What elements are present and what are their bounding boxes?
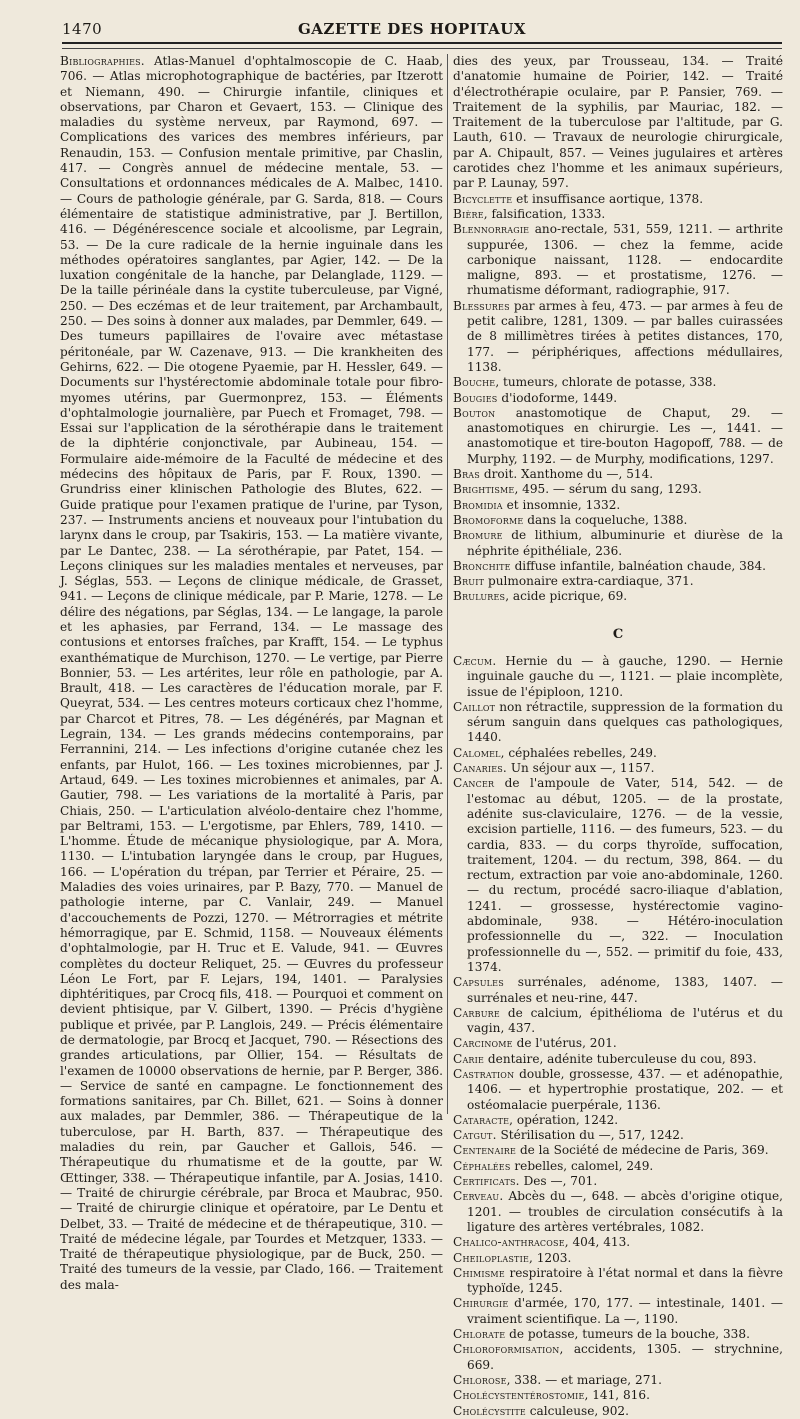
entry-text: Atlas-Manuel d'ophtalmoscopie de C. Haab, 706. — Atlas microphotographique de bactéries, par Itzerott et Niemann, 490. — Chirurgie infantile, cliniques et observations, par Charon et Gevaert, 153. — Clinique des maladies du système nerveux, par Raymond, 697. — Complications des varices des membres inférieurs, par Renaudin, 153. — Confusion mentale primitive, par Chaslin, 417. — Congrès annuel de médecine mentale, 53. — Consultations et ordonnances médicales de A. Malbec, 1410. — Cours de pathologie générale, par G. Sarda, 818. — Cours élémentaire de statistique administrative, par J. Bertillon, 416. — Dégénérescence sociale et alcoolisme, par Legrain, 53. — De la cure radicale de la hernie inguinale dans les méthodes opératoires sanglantes, par Agier, 142. — De la luxation congénitale de la hanche, par Delanglade, 1129. — De la taille périnéale dans la cystite tuberculeuse, par Vigné, 250. — Des eczémas et de leur traitement, par Archambault, 250. — Des soins à donner aux malades, par Demmler, 649. — Des tumeurs papillaires de l'ovaire avec métastase péritonéale, par W. Cazenave, 913. — Die krankheiten des Gehirns, 622. — Die otogene Pyaemie, par H. Hessler, 649. — Documents sur l'hystérectomie abdominale totale pour fibro-myomes utérins, par Guermonprez, 153. — Éléments d'ophtalmologie journalière, par Puech et Fromaget, 798. — Essai sur l'application de la sérothérapie dans le traitement de la diphtérie conjonctivale, par Aubineau, 154. — Formulaire aide-mémoire de la Faculté de médecine et des médecins des hôpitaux de Paris, par F. Roux, 1390. — Grundriss einer klinischen Pathologie des Blutes, 622. — Guide pratique pour l'examen pratique de l'urine, par Tyson, 237. — Instruments anciens et nouveaux pour l'intubation du larynx dans le croup, par Tsakiris, 153. — La matière vivante, par Le Dantec, 238. — La sérothérapie, par Patet, 154. — Leçons cliniques sur les maladies mentales et nerveuses, par J. Séglas, 553. — Leçons de clinique médicale, de Grasset, 941. — Leçons de clinique médicale, par P. Marie, 1278. — Le délire des négations, par Séglas, 134. — Le langage, la parole et les aphasies, par Ferrand, 134. — Le massage des contusions et entorses fraîches, par Krafft, 154. — Le typhus exanthématique de Murchison, 1270. — Le vertige, par Pierre Bonnier, 53. — Les artérites, leur rôle en pathologie, par A. Brault, 418. — Les caractères de l'éducation morale, par F. Queyrat, 534. — Les centres moteurs corticaux chez l'homme, par Charcot et Pitres, 78. — Les dégénérés, par Magnan et Legrain, 134. — Les grands médecins contemporains, par Ferrannini, 214. — Les infections d'origine cutanée chez les enfants, par Hulot, 166. — Les toxines microbiennes, par J. Artaud, 649. — Les toxines microbiennes et animales, par A. Gautier, 798. — Les variations de la mortalité à Paris, par Chiais, 250. — L'articulation alvéolo-dentaire chez l'homme, par Beltrami, 153. — L'ergotisme, par Ehlers, 789, 1410. — L'homme. Étude de mécanique physiologique, par A. Mora, 1130. — L'intubation laryngée dans le croup, par Hugues, 166. — L'opération du trépan, par Terrier et Péraire, 25. — Maladies des voies urinaires, par P. Bazy, 770. — Manuel de pathologie interne, par C. Vanlair, 249. — Manuel d'accouchements de Pozzi, 1270. — Métrorragies et métrite hémorragique, par E. Schmid, 1158. — Nouveaux éléments d'ophtalmologie, par H. Truc et E. Valude, 941. — Œuvres complètes du docteur Reliquet, 25. — Œuvres du professeur Léon Le Fort, par F. Lejars, 194, 1401. — Paralysies diphtéritiques, par Crocq fils, 418. — Pourquoi et comment on devient phtisique, par V. Gilbert, 1390. — Précis d'hygiène publique et privée, par P. Langlois, 249. — Précis élémentaire de dermatologie, par Brocq et Jacquet, 790. — Résections des grandes articulations, par Ollier, 154. — Résultats de l'examen de 10000 observations de hernie, par P. Berger, 386. — Service de santé en campagne. Le fonctionnement des formations sanitaires, par Ch. Billet, 621. — Soins à donner aux malades, par Demmler, 386. — Thérapeutique de la tuberculose, par H. Barth, 837. — Thérapeutique des maladies du rein, par Gaucher et Gallois, 546. — Thérapeutique du rhumatisme et de la goutte, par W. Œttinger, 338. — Thérapeutique infantile, par A. Josias, 1410. — Traité de chirurgie cérébrale, par Broca et Maubrac, 950. — Traité de chirurgie clinique et opératoire, par Le Dentu et Delbet, 33. — Traité de médecine et de thérapeutique, 310. — Traité de médecine légale, par Tourdes et Metzquer, 1333. — Traité de thérapeutique physiologique, par de Buck, 250. — Traité des tumeurs de la vessie, par Clado, 166. — Traitement des mala- — [60, 54, 443, 1292]
entry-text: de l'utérus, 201. — [516, 1036, 617, 1051]
entry-text: , 1203. — [529, 1250, 572, 1265]
entry-head: Chirurgie — [453, 1296, 509, 1311]
entry-text: de potasse, tumeurs de la bouche, 338. — [509, 1327, 750, 1342]
index-entry — [453, 1235, 783, 1250]
index-entry — [453, 559, 783, 574]
page-number: 1470 — [62, 20, 103, 38]
index-entry — [453, 1342, 783, 1373]
index-entry — [453, 1006, 783, 1037]
entry-head: Bromure — [453, 528, 503, 543]
entry-head: Caillot — [453, 699, 496, 714]
entry-text: , 404, 413. — [564, 1235, 631, 1250]
bibliographies-entry — [60, 54, 443, 1293]
entry-text: de la Société de médecine de Paris, 369. — [519, 1143, 769, 1158]
index-entry — [453, 776, 783, 975]
index-entry — [453, 498, 783, 513]
entry-text: calculeuse, 902. — [529, 1403, 629, 1418]
index-entry — [453, 528, 783, 559]
entry-head: Brulures — [453, 589, 506, 604]
entry-head: Bromoforme — [453, 512, 524, 527]
entry-text: et insomnie, 1332. — [506, 497, 621, 512]
entry-head: Chlorate — [453, 1327, 506, 1342]
entry-text: dentaire, adénite tuberculeuse du cou, 893. — [487, 1051, 757, 1066]
entry-head: Carie — [453, 1051, 485, 1066]
entry-text: pulmonaire extra-cardiaque, 371. — [488, 574, 694, 589]
entry-head: Blessures — [453, 298, 510, 313]
entry-text: Stérilisation du —, 517, 1242. — [500, 1128, 684, 1143]
entry-text: de l'ampoule de Vater, 514, 542. — de l'estomac au début, 1205. — de la prostate, adénite sus-claviculaire, 1276. — de la vessie, excision partielle, 1116. — des fumeurs, 523. — du cardia, 833. — du corps thyroïde, suffocation, traitement, 1204. — du rectum, 398, 864. — du rectum, extraction par voie ano-abdominale, 1260. — du rectum, procédé sacro-iliaque d'ablation, 1241. — grossesse, hystérectomie vagino-abdominale, 938. — Hétéro-inoculation professionnelle du —, 322. — Inoculation professionnelle du —, 552. — primitif du foie, 433, 1374. — [467, 776, 783, 974]
entry-head: Carbure — [453, 1005, 500, 1020]
entry-head: Calomel — [453, 745, 501, 760]
index-entry — [453, 406, 783, 467]
entry-head: Catgut. — [453, 1128, 497, 1143]
entry-text: , 141, 816. — [584, 1388, 650, 1403]
section-letter: C — [612, 626, 624, 642]
entry-text: droit. Xanthome du —, 514. — [483, 467, 654, 482]
entry-head: Cancer — [453, 776, 495, 791]
entry-head: Carcinome — [453, 1036, 513, 1051]
index-entry — [453, 746, 783, 761]
header-rule-thin — [62, 48, 782, 49]
entry-text: et insuffisance aortique, 1378. — [516, 191, 704, 206]
entries-b-list — [453, 192, 783, 605]
index-entry — [453, 1159, 783, 1174]
index-entry — [453, 513, 783, 528]
entry-head: Brightisme — [453, 482, 515, 497]
page-header — [62, 18, 762, 40]
entry-text: Abcès du —, 648. — abcès d'origine otique, 1201. — troubles de circulation consécutifs à la ligature des artères vertébrales, 1082. — [467, 1189, 783, 1234]
entry-head: Bicyclette — [453, 191, 513, 206]
entry-head: Cataracte — [453, 1112, 510, 1127]
entry-text: Hernie du — à gauche, 1290. — Hernie inguinale gauche du —, 1121. — plaie incomplète, issue de l'épiploon, 1210. — [467, 653, 783, 699]
entry-head: Bromidia — [453, 497, 503, 512]
index-entry — [453, 207, 783, 222]
index-entry — [453, 1251, 783, 1266]
continuation-text: dies des yeux, par Trousseau, 134. — Traité d'anatomie humaine de Poirier, 142. — Traité d'électrothérapie oculaire, par P. Pansier, 769. — Traitement de la syphilis, par Mauriac, 182. — Traitement de la tuberculose par l'altitude, par G. Lauth, 610. — Travaux de neurologie chirurgicale, par A. Chipault, 857. — Veines jugulaires et artères carotides chez l'homme et les animaux supérieurs, par P. Launay, 597. — [453, 54, 783, 191]
entry-head: Bras — [453, 467, 480, 482]
entry-text: , 338. — et mariage, 271. — [506, 1372, 662, 1387]
entry-text: , tumeurs, chlorate de potasse, 338. — [495, 375, 717, 390]
index-entry — [453, 1113, 783, 1128]
entry-head: Chalico-anthracose — [453, 1235, 565, 1250]
index-entry — [453, 1404, 783, 1419]
entry-text: par armes à feu, 473. — par armes à feu de petit calibre, 1281, 1309. — par balles cuirassées de 8 millimètres tirées à petites distances, 170, 177. — périphériques, affections médullaires, 1138. — [467, 298, 783, 374]
index-entry — [453, 1128, 783, 1143]
entry-text: d'iodoforme, 1449. — [501, 390, 618, 405]
index-entry — [453, 1174, 783, 1189]
entry-head: Céphalées — [453, 1158, 511, 1173]
entry-text: dans la coqueluche, 1388. — [527, 512, 688, 527]
entry-head: Cheiloplastie — [453, 1250, 529, 1265]
entry-text: double, grossesse, 437. — et adénopathie, 1406. — et hypertrophie prostatique, 202. — et ostéomalacie puerpérale, 1136. — [467, 1067, 783, 1112]
entry-head: Bruit — [453, 574, 485, 589]
column-divider — [447, 54, 448, 1114]
index-entry — [453, 1052, 783, 1067]
index-entry — [453, 375, 783, 390]
entry-head: Chimisme — [453, 1265, 505, 1280]
entry-head: Bouche — [453, 375, 496, 390]
entry-text: surrénales, adénome, 1383, 1407. — surrénales et neu-rine, 447. — [467, 975, 783, 1005]
entry-head: Cholécystite — [453, 1403, 526, 1418]
entry-text: rebelles, calomel, 249. — [514, 1158, 654, 1173]
entry-text: , accidents, 1305. — strychnine, 669. — [467, 1342, 783, 1372]
entry-text: anastomotique de Chaput, 29. — anastomotiques en chirurgie. Les —, 1441. — anastomotique et tire-bouton Hagopoff, 788. — de Murphy, 1192. — de Murphy, modifications, 1297. — [467, 405, 783, 466]
index-entry — [453, 700, 783, 746]
entry-head: Cæcum. — [453, 653, 497, 668]
entry-head: Chloroformisation — [453, 1342, 560, 1357]
entry-head: Castration — [453, 1067, 515, 1081]
index-entry — [453, 391, 783, 406]
index-entry — [453, 761, 783, 776]
entry-head: Blennorragie — [453, 222, 530, 237]
index-entry — [453, 654, 783, 700]
index-entry — [453, 1327, 783, 1342]
entry-head: Chlorose — [453, 1372, 507, 1387]
entry-text: de calcium, épithélioma de l'utérus et du vagin, 437. — [467, 1005, 783, 1036]
entry-head: Bière — [453, 206, 484, 221]
entry-text: , céphalées rebelles, 249. — [500, 745, 657, 760]
entry-text: non rétractile, suppression de la formation du sérum sanguin dans quelques cas pathologiques, 1440. — [467, 699, 783, 745]
index-entry — [453, 574, 783, 589]
entry-head: Canaries. — [453, 761, 507, 776]
index-entry — [453, 192, 783, 207]
entry-text: d'armée, 170, 177. — intestinale, 1401. — vraiment scientifique. La —, 1190. — [467, 1296, 783, 1326]
index-entry — [453, 1296, 783, 1327]
left-column — [60, 54, 443, 1293]
entry-head: Capsules — [453, 975, 504, 990]
index-entry — [453, 1388, 783, 1403]
entry-text: ano-rectale, 531, 559, 1211. — arthrite suppurée, 1306. — chez la femme, acide carbonique naissant, 1128. — endocardite maligne, 893. — et prostatisme, 1276. — rhumatisme déformant, radiographie, 917. — [467, 222, 783, 298]
entry-head: Certificats. — [453, 1174, 520, 1189]
entry-head: Centenaire — [453, 1143, 517, 1158]
entry-head: Bouton — [453, 405, 496, 420]
entry-text: diffuse infantile, balnéation chaude, 384. — [514, 558, 767, 573]
index-entry — [453, 1266, 783, 1297]
entry-text: , falsification, 1333. — [483, 206, 606, 221]
entry-text: , acide picrique, 69. — [505, 589, 628, 604]
entry-head: Bougies — [453, 390, 498, 405]
index-entry — [453, 222, 783, 298]
entry-text: Un séjour aux —, 1157. — [510, 761, 655, 776]
index-entry — [453, 975, 783, 1006]
entry-text: respiratoire à l'état normal et dans la fièvre typhoïde, 1245. — [467, 1265, 783, 1296]
right-column — [453, 54, 783, 1419]
journal-title: GAZETTE DES HOPITAUX — [297, 20, 526, 38]
entry-text: , 495. — sérum du sang, 1293. — [514, 482, 702, 497]
index-entry — [453, 299, 783, 375]
entry-head: Bronchite — [453, 558, 511, 573]
entry-text: , opération, 1242. — [509, 1112, 619, 1127]
entries-c-list — [453, 654, 783, 1419]
entry-text: de lithium, albuminurie et diurèse de la néphrite épithéliale, 236. — [467, 528, 783, 558]
index-entry — [453, 1189, 783, 1235]
header-rule-thick — [62, 42, 782, 44]
index-entry — [453, 589, 783, 604]
index-entry — [453, 482, 783, 497]
index-entry — [453, 467, 783, 482]
entry-head: Bibliographies. — [60, 54, 145, 68]
index-entry — [453, 1373, 783, 1388]
index-entry — [453, 1143, 783, 1158]
entry-head: Cerveau. — [453, 1189, 504, 1204]
entry-text: Des —, 701. — [523, 1174, 598, 1189]
entry-head: Cholécystentérostomie — [453, 1388, 585, 1403]
index-entry — [453, 1067, 783, 1113]
index-entry — [453, 1036, 783, 1051]
